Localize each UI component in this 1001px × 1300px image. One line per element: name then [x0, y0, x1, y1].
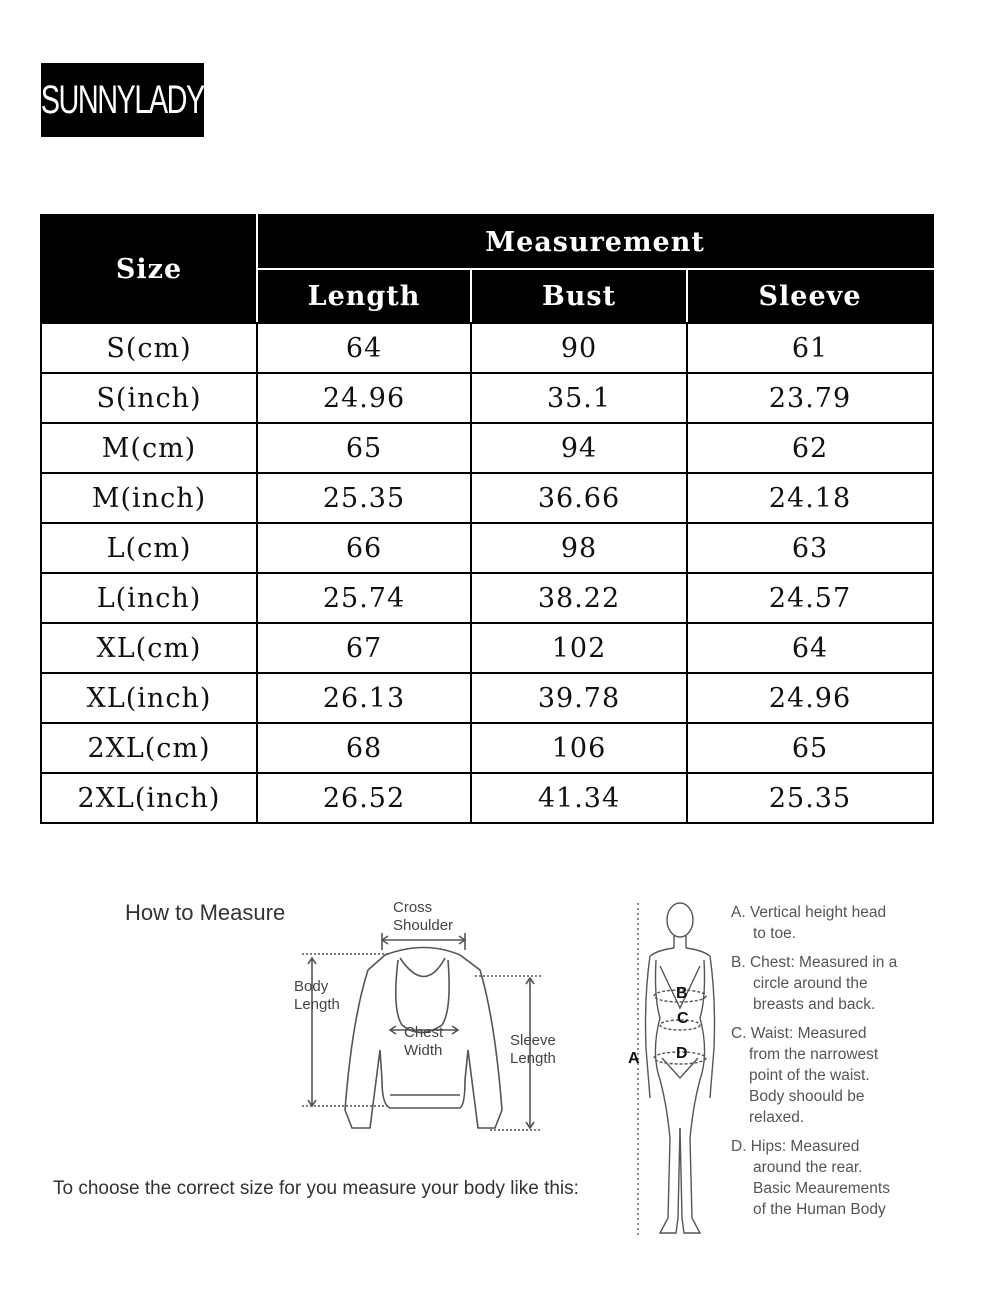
- bust-cell: 39.78: [471, 673, 687, 723]
- size-cell: M(inch): [41, 473, 257, 523]
- length-cell: 68: [257, 723, 471, 773]
- length-column-header: Length: [257, 269, 471, 323]
- marker-a: A: [628, 1050, 640, 1067]
- sleeve-cell: 62: [687, 423, 933, 473]
- measure-instruction: To choose the correct size for you measure your body like this:: [53, 1178, 579, 1199]
- marker-c: C: [677, 1010, 689, 1027]
- size-cell: L(cm): [41, 523, 257, 573]
- table-row: [41, 723, 933, 773]
- table-row: [41, 623, 933, 673]
- sleeve-cell: 24.18: [687, 473, 933, 523]
- note-d: D. Hips: Measured around the rear. Basic Meaurements of the Human Body: [731, 1138, 890, 1218]
- sleeve-length-label: Sleeve Length: [510, 1032, 556, 1067]
- sleeve-cell: 24.96: [687, 673, 933, 723]
- bust-cell: 38.22: [471, 573, 687, 623]
- length-cell: 26.13: [257, 673, 471, 723]
- size-cell: XL(inch): [41, 673, 257, 723]
- table-row: [41, 523, 933, 573]
- sleeve-cell: 24.57: [687, 573, 933, 623]
- table-row: [41, 323, 933, 373]
- size-cell: S(cm): [41, 323, 257, 373]
- size-cell: M(cm): [41, 423, 257, 473]
- length-cell: 25.35: [257, 473, 471, 523]
- measurement-notes: [731, 902, 931, 1228]
- length-cell: 65: [257, 423, 471, 473]
- bust-cell: 106: [471, 723, 687, 773]
- table-row: [41, 773, 933, 823]
- table-row: [41, 573, 933, 623]
- size-chart-table: [40, 214, 934, 824]
- note-a: A. Vertical height head to toe.: [731, 904, 887, 942]
- body-length-label: Body Length: [294, 978, 340, 1013]
- sleeve-cell: 64: [687, 623, 933, 673]
- bust-cell: 90: [471, 323, 687, 373]
- marker-b: B: [676, 985, 688, 1002]
- sleeve-cell: 65: [687, 723, 933, 773]
- chest-width-label: Chest Width: [404, 1024, 444, 1059]
- cross-shoulder-label: Cross Shoulder: [393, 899, 454, 934]
- size-cell: 2XL(cm): [41, 723, 257, 773]
- sleeve-cell: 23.79: [687, 373, 933, 423]
- length-cell: 66: [257, 523, 471, 573]
- size-cell: XL(cm): [41, 623, 257, 673]
- table-row: [41, 423, 933, 473]
- size-column-header: Size: [41, 215, 257, 323]
- bust-cell: 102: [471, 623, 687, 673]
- length-cell: 67: [257, 623, 471, 673]
- sleeve-cell: 25.35: [687, 773, 933, 823]
- sleeve-column-header: Sleeve: [687, 269, 933, 323]
- length-cell: 64: [257, 323, 471, 373]
- bust-cell: 98: [471, 523, 687, 573]
- table-row: [41, 373, 933, 423]
- length-cell: 24.96: [257, 373, 471, 423]
- bust-cell: 94: [471, 423, 687, 473]
- sleeve-cell: 61: [687, 323, 933, 373]
- measurement-group-header: Measurement: [257, 215, 933, 269]
- note-c: C. Waist: Measured from the narrowest point of the waist. Body shoould be relaxed.: [731, 1025, 879, 1126]
- bust-column-header: Bust: [471, 269, 687, 323]
- bust-cell: 35.1: [471, 373, 687, 423]
- size-cell: L(inch): [41, 573, 257, 623]
- human-body-diagram: [630, 898, 730, 1243]
- brand-logo: [41, 63, 204, 137]
- length-cell: 26.52: [257, 773, 471, 823]
- size-cell: S(inch): [41, 373, 257, 423]
- table-row: [41, 673, 933, 723]
- table-row: [41, 473, 933, 523]
- brand-logo-text: SUNNYLADY: [40, 77, 205, 122]
- size-cell: 2XL(inch): [41, 773, 257, 823]
- how-to-measure-title: How to Measure: [125, 900, 286, 925]
- bust-cell: 36.66: [471, 473, 687, 523]
- bust-cell: 41.34: [471, 773, 687, 823]
- marker-d: D: [676, 1045, 688, 1062]
- length-cell: 25.74: [257, 573, 471, 623]
- sleeve-cell: 63: [687, 523, 933, 573]
- note-b: B. Chest: Measured in a circle around the breasts and back.: [731, 954, 898, 1013]
